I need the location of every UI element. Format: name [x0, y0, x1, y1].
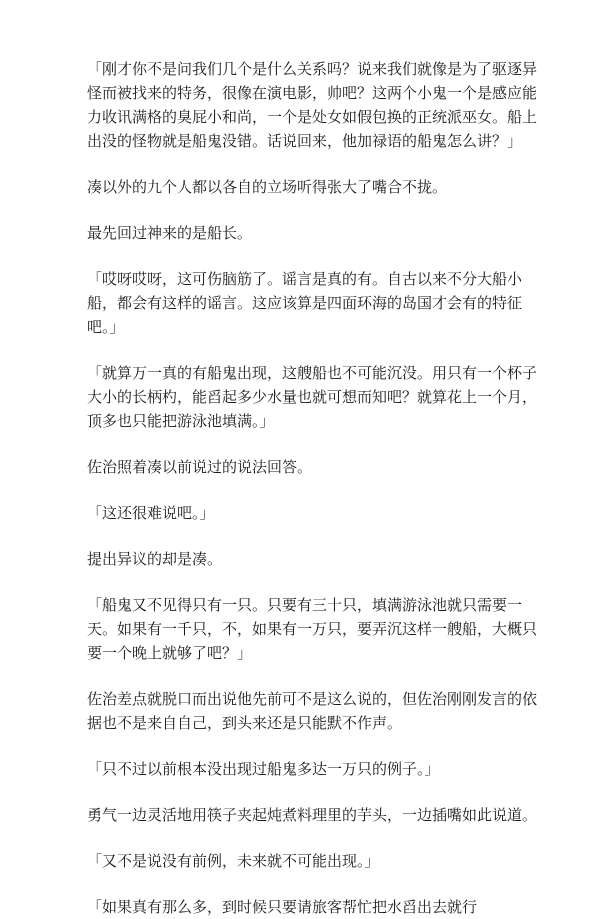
paragraph-7: 「这还很难说吧。」	[87, 504, 215, 522]
paragraph-2: 凑以外的九个人都以各自的立场听得张大了嘴合不拢。	[87, 178, 448, 196]
paragraph-4: 「哎呀哎呀，这可伤脑筋了。谣言是真的有。自古以来不分大船小船，都会有这样的谣言。这应该算是四面环海的岛国才会有的特征吧。」	[87, 270, 523, 336]
paragraph-14: 「如果真有那么多，到时候只要请旅客帮忙把水舀出去就行	[87, 898, 478, 916]
paragraph-6: 佐治照着凑以前说过的说法回答。	[87, 458, 313, 476]
paragraph-8: 提出异议的却是凑。	[87, 550, 223, 568]
paragraph-10: 佐治差点就脱口而出说他先前可不是这么说的，但佐治刚刚发言的依据也不是来自自己，到头来还是只能默不作声。	[87, 690, 538, 732]
paragraph-3: 最先回过神来的是船长。	[87, 224, 253, 242]
paragraph-13: 「又不是说没有前例，未来就不可能出现。」	[87, 852, 380, 870]
paragraph-9: 「船鬼又不见得只有一只。只要有三十只，填满游泳池就只需要一天。如果有一千只，不，如果有一万只，要弄沉这样一艘船，大概只要一个晚上就够了吧？」	[87, 596, 538, 662]
paragraph-11: 「只不过以前根本没出现过船鬼多达一万只的例子。」	[87, 760, 440, 778]
paragraph-5: 「就算万一真的有船鬼出现，这艘船也不可能沉没。用只有一个杯子大小的长柄杓，能舀起多少水量也就可想而知吧？就算花上一个月，顶多也只能把游泳池填满。」	[87, 364, 538, 430]
paragraph-1: 「刚才你不是问我们几个是什么关系吗？说来我们就像是为了驱逐异怪而被找来的特务，很像在演电影，帅吧？这两个小鬼一个是感应能力收讯满格的臭屁小和尚，一个是处女如假包换的正统派巫女。船上出没的怪物就是船鬼没错。话说回来，他加禄语的船鬼怎么讲？」	[87, 60, 538, 150]
paragraph-12: 勇气一边灵活地用筷子夹起炖煮料理里的芋头，一边插嘴如此说道。	[87, 806, 538, 824]
